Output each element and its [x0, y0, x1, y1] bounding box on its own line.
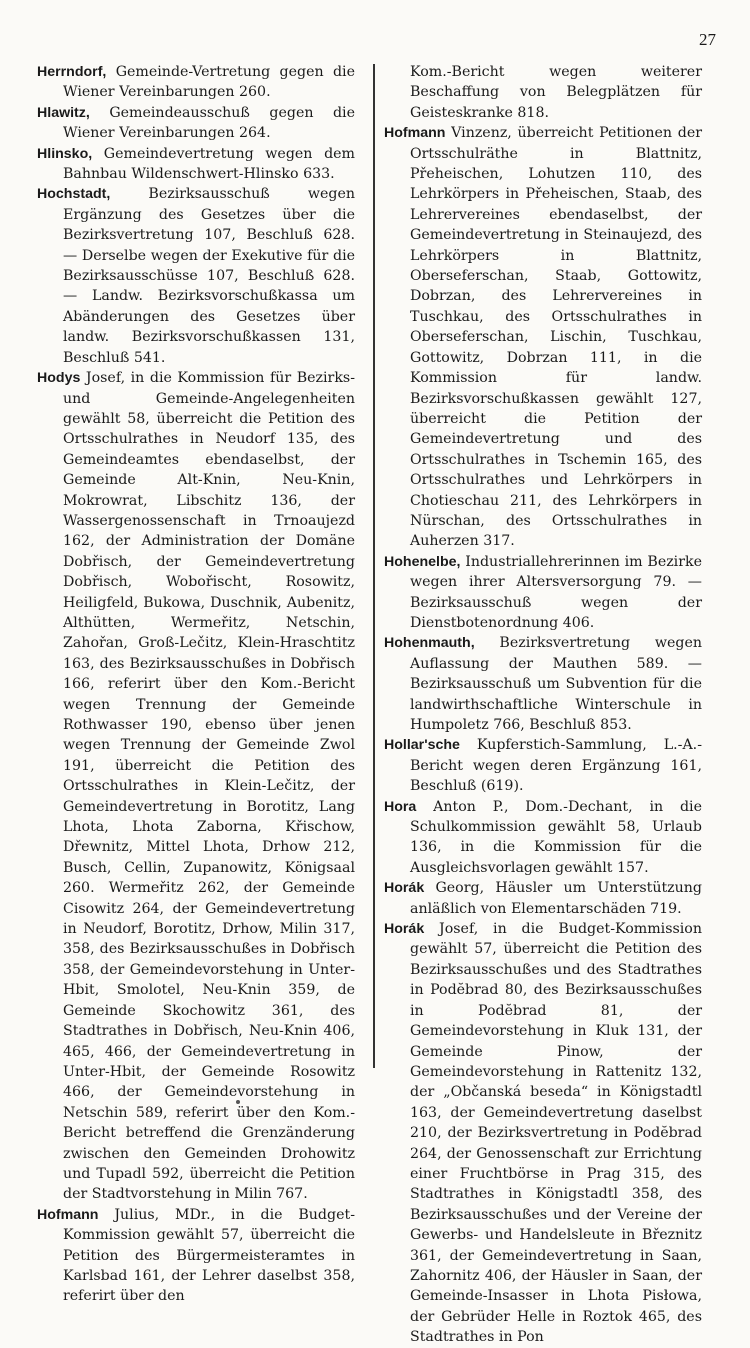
entry-name: Hlinsko, [37, 145, 93, 162]
entry-name: Hollar'sche [384, 737, 460, 754]
entry-text: Kupferstich-Sammlung, L.-A.-Bericht wegen deren Ergänzung 161, Beschluß (619). [410, 737, 702, 795]
index-entry-hora [384, 797, 702, 879]
index-entry-hofmann-julius [37, 1205, 355, 1307]
index-entry-hofmann-vinzenz [384, 123, 702, 552]
index-entry-herrndorf [37, 62, 355, 103]
index-entry-hodys [37, 368, 355, 1205]
column-divider [373, 64, 375, 1068]
page-number: 27 [699, 30, 716, 49]
continuation-text: Kom.-Bericht wegen weiterer Beschaffung von Belegplätzen für Geisteskranke 818. [410, 64, 702, 121]
right-column [384, 62, 702, 1348]
entry-name: Hlawitz, [37, 104, 90, 121]
entry-name: Hohenelbe, [384, 553, 461, 570]
entry-text: Gemeinde-Vertretung gegen die Wiener Vereinbarungen 260. [63, 64, 355, 101]
index-entry-hlawitz [37, 103, 355, 144]
entry-text: Georg, Häusler um Unterstützung anläßlich von Elementarschäden 719. [410, 880, 702, 917]
entry-name: Hofmann [37, 1206, 99, 1223]
left-column [37, 62, 355, 1307]
index-entry-hollar [384, 735, 702, 796]
entry-name: Horák [384, 880, 425, 897]
index-entry-hlinsko [37, 144, 355, 185]
entry-name: Hochstadt, [37, 186, 111, 203]
index-entry-hochstadt [37, 184, 355, 368]
entry-text: Gemeindevertretung wegen dem Bahnbau Wildenschwert-Hlinsko 633. [63, 145, 355, 183]
entry-text: Vinzenz, überreicht Petitionen der Ortsschulräthe in Blattnitz, Přeheischen, Lohutzen 110, des Lehrkörpers in Přeheischen, Staab, des Lehrervereines ebendaselbst, der Gemeindevertretung in Steinaujezd, des Lehrkörpers in Blattnitz, Oberseferschan, Staab, Gottowitz, Dobrzan, des Lehrervereines in Tuschkau, des Ortsschulrathes in Oberseferschan, Lischin, Tuschkau, Gottowitz, Dobrzan 111, in die Kommission für landw. Bezirksvorschußkassen gewählt 127, überreicht die Petition der Gemeindevertretung und des Ortsschulrathes in Tschemin 165, des Ortsschulrathes und Lehrkörpers in Chotieschau 211, des Lehrkörpers in Nürschan, des Ortsschulrathes in Auherzen 317. [410, 125, 702, 550]
entry-text: Josef, in die Kommission für Bezirks- und Gemeinde-Angelegenheiten gewählt 58, überreicht die Petition des Ortsschulrathes in Neudorf 135, des Gemeindeamtes ebendaselbst, der Gemeinde Alt-Knin, Neu-Knin, Mokrowrat, Libschitz 136, der Wassergenossenschaft in Trnoaujezd 162, der Administration der Domäne Dobřisch, der Gemeindevertretung Dobřisch, Wobořischt, Rosowitz, Heiligfeld, Bukowa, Duschnik, Aubenitz, Althütten, Wermeřitz, Netschin, Zahořan, Groß-Lečitz, Klein-Hraschtitz 163, des Bezirksausschußes in Dobřisch 166, referirt über den Kom.-Bericht wegen Trennung der Gemeinde Rothwasser 190, ebenso über jenen wegen Trennung der Gemeinde Zwol 191, überreicht die Petition des Ortsschulrathes in Klein-Lečitz, der Gemeindevertretung in Borotitz, Lang Lhota, Lhota Zaborna, Křischow, Dřewnitz, Mittel Lhota, Drhow 212, Busch, Cellin, Zupanowitz, Königsaal 260. Wermeřitz 262, der Gemeinde Cisowitz 264, der Gemeindevertretung in Neudorf, Borotitz, Drhow, Milin 317, 358, des Bezirksausschußes in Dobřisch 358, der Gemeindevorstehung in Unter-Hbit, Smolotel, Neu-Knin 359, de Gemeinde Skochowitz 361, des Stadtrathes in Dobřisch, Neu-Knin 406, 465, 466, der Gemeindevertretung in Unter-Hbit, der Gemeinde Rosowitz 466, der Gemeindevorstehung in Netschin 589, referirt über den Kom.-Bericht betreffend die Grenzänderung zwischen den Gemeinden Drohowitz und Tupadl 592, überreicht die Petition der Stadtvorstehung in Milin 767. [63, 370, 355, 1203]
entry-name: Horák [384, 921, 425, 938]
entry-text: Josef, in die Budget-Kommission gewählt 57, überreicht die Petition des Bezirksausschußes und des Stadtrathes in Podĕbrad 80, des Bezirksausschußes in Podĕbrad 81, der Gemeindevorstehung in Kluk 131, der Gemeinde Pinow, der Gemeindevorstehung in Rattenitz 132, der „Občanská beseda“ in Königstadtl 163, der Gemeindevertretung daselbst 210, der Bezirksvertretung in Podĕbrad 264, der Genossenschaft zur Errichtung einer Fruchtbörse in Prag 315, des Stadtrathes in Königstadtl 358, des Bezirksausschußes und der Vereine der Gewerbs- und Handelsleute in Březnitz 361, der Gemeindevertretung in Saan, Zahornitz 406, der Häusler in Saan, der Gemeinde-Insasser in Lhota Pisłowa, der Gebrüder Helle in Roztok 465, des Stadtrathes in Pon [410, 921, 702, 1346]
entry-name: Hodys [37, 370, 81, 387]
entry-name: Hofmann [384, 125, 446, 142]
entry-text: Industriallehrerinnen im Bezirke wegen ihrer Altersversorgung 79. — Bezirksausschuß wegen der Dienstbotenordnung 406. [410, 553, 702, 631]
entry-name: Hohenmauth, [384, 635, 475, 652]
print-mark [236, 1100, 240, 1104]
index-entry-horak-georg [384, 878, 702, 919]
index-entry-hohenmauth [384, 633, 702, 735]
entry-text: Anton P., Dom.-Dechant, in die Schulkommission gewählt 58, Urlaub 136, in die Kommission für die Ausgleichsvorlagen gewählt 157. [410, 798, 702, 876]
index-entry-hohenelbe [384, 552, 702, 634]
entry-name: Hora [384, 798, 417, 815]
entry-text: Bezirksausschuß wegen Ergänzung des Gesetzes über die Bezirksvertretung 107, Beschluß 628. — Derselbe wegen der Exekutive für die Bezirksausschüsse 107, Beschluß 628. — Landw. Bezirksvorschußkassa um Abänderungen des Gesetzes über landw. Bezirksvorschußkassen 131, Beschluß 541. [63, 186, 355, 366]
entry-text: Bezirksvertretung wegen Auflassung der Mauthen 589. — Bezirksausschuß um Subvention für die landwirthschaftliche Winterschule in Humpoletz 766, Beschluß 853. [410, 635, 702, 733]
entry-name: Herrndorf, [37, 64, 107, 80]
index-entry-horak-josef [384, 919, 702, 1348]
entry-text: Gemeindeausschuß gegen die Wiener Vereinbarungen 264. [63, 104, 355, 142]
entry-text: Julius, MDr., in die Budget-Kommission gewählt 57, überreicht die Petition des Bürgermeisteramtes in Karlsbad 161, der Lehrer daselbst 358, referirt über den [63, 1206, 355, 1305]
